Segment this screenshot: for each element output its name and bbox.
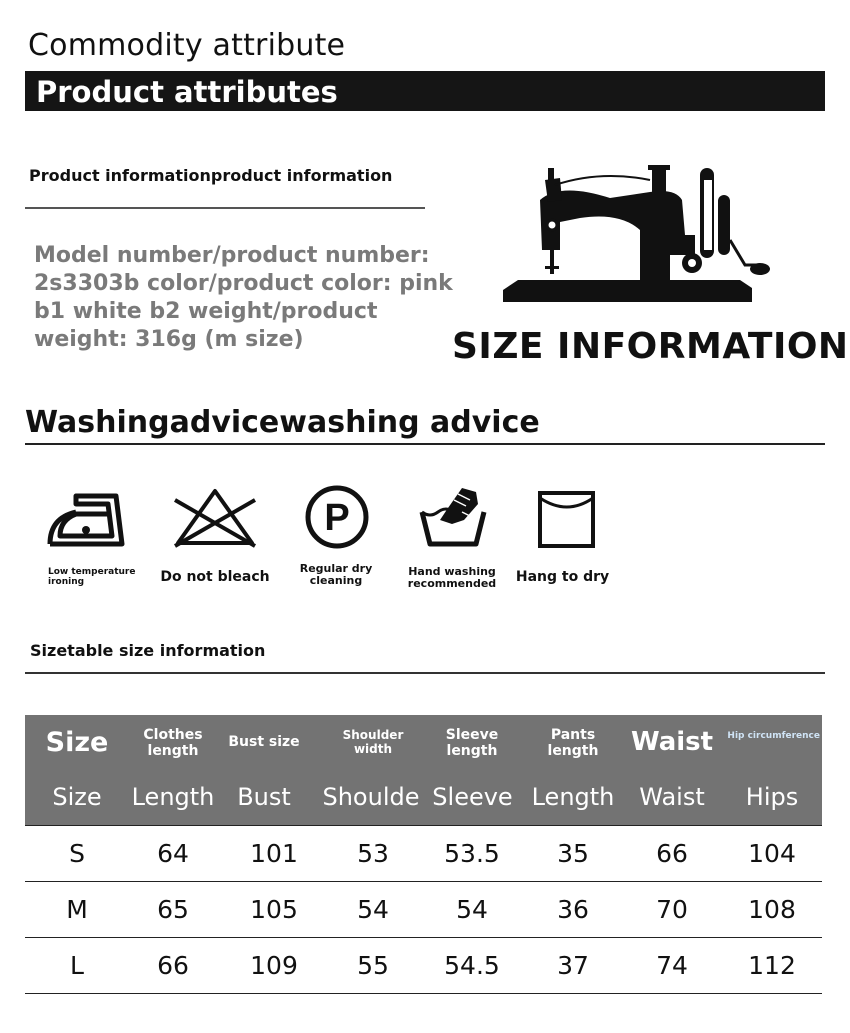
divider xyxy=(25,443,825,445)
size-information-label: SIZE INFORMATION xyxy=(452,326,849,367)
row-divider xyxy=(25,993,822,994)
washing-label: Hang to dry xyxy=(515,569,610,585)
table-cell: 54 xyxy=(357,895,389,924)
do-not-bleach-icon xyxy=(172,486,258,548)
table-cell: 54.5 xyxy=(444,951,500,980)
hang-to-dry-icon xyxy=(537,490,597,548)
table-header-cell: Size xyxy=(45,727,109,758)
table-cell: 66 xyxy=(656,839,688,868)
dry-clean-p-icon xyxy=(304,484,370,550)
table-header-cell: Pants length xyxy=(547,727,599,759)
table-header-cell: Sleeve length xyxy=(445,727,499,759)
washing-heading: Washingadvicewashing advice xyxy=(25,405,540,440)
table-header-cell: Bust size xyxy=(228,734,300,750)
table-header-cell: Shoulde xyxy=(322,783,420,811)
table-cell: 112 xyxy=(748,951,796,980)
divider xyxy=(25,207,425,209)
table-cell: 64 xyxy=(157,839,189,868)
table-header-cell: Size xyxy=(52,783,102,811)
table-cell: 104 xyxy=(748,839,796,868)
table-header-cell: Hips xyxy=(745,783,799,811)
table-header-cell: Bust xyxy=(237,783,291,811)
table-row xyxy=(25,938,822,993)
table-cell: 54 xyxy=(456,895,488,924)
table-cell: 66 xyxy=(157,951,189,980)
table-cell: 36 xyxy=(557,895,589,924)
table-cell: 53.5 xyxy=(444,839,500,868)
table-cell: 101 xyxy=(250,839,298,868)
table-cell: 105 xyxy=(250,895,298,924)
divider xyxy=(25,672,825,674)
table-header-cell: Length xyxy=(131,783,215,811)
hand-wash-icon xyxy=(418,484,488,548)
table-cell: L xyxy=(70,951,84,980)
page-title: Commodity attribute xyxy=(28,28,346,63)
table-cell: 109 xyxy=(250,951,298,980)
table-cell: 70 xyxy=(656,895,688,924)
table-cell: 65 xyxy=(157,895,189,924)
table-cell: 35 xyxy=(557,839,589,868)
washing-label: Regular dry cleaning xyxy=(299,562,373,587)
table-header-cell: Hip circumference xyxy=(727,731,820,741)
table-header-cell: Sleeve xyxy=(432,783,513,811)
washing-label: Do not bleach xyxy=(160,569,270,585)
table-header-cell: Waist xyxy=(630,727,714,757)
banner-title: Product attributes xyxy=(36,75,338,109)
table-cell: 37 xyxy=(557,951,589,980)
table-header-cell: Waist xyxy=(639,783,705,811)
product-description: Model number/product number: 2s3303b color/product color: pink b1 white b2 weight/product weight: 316g (m size) xyxy=(34,243,453,352)
size-table-heading: Sizetable size information xyxy=(30,641,266,660)
table-header-cell: Shoulder width xyxy=(342,728,404,756)
table-row xyxy=(25,882,822,937)
table-cell: M xyxy=(66,895,88,924)
washing-label: Low temperature ironing xyxy=(48,567,136,587)
table-header-cell: Clothes length xyxy=(143,727,203,759)
table-header xyxy=(25,715,822,825)
sewing-machine-icon xyxy=(500,160,775,310)
table-cell: 108 xyxy=(748,895,796,924)
table-cell: 53 xyxy=(357,839,389,868)
table-cell: S xyxy=(69,839,85,868)
table-cell: 55 xyxy=(357,951,389,980)
table-row xyxy=(25,826,822,881)
table-cell: 74 xyxy=(656,951,688,980)
iron-low-temperature-icon xyxy=(46,480,126,550)
product-info-heading: Product informationproduct information xyxy=(29,166,393,185)
svg-text:P: P xyxy=(324,497,350,539)
table-header-cell: Length xyxy=(531,783,615,811)
washing-label: Hand washing recommended xyxy=(407,565,497,590)
